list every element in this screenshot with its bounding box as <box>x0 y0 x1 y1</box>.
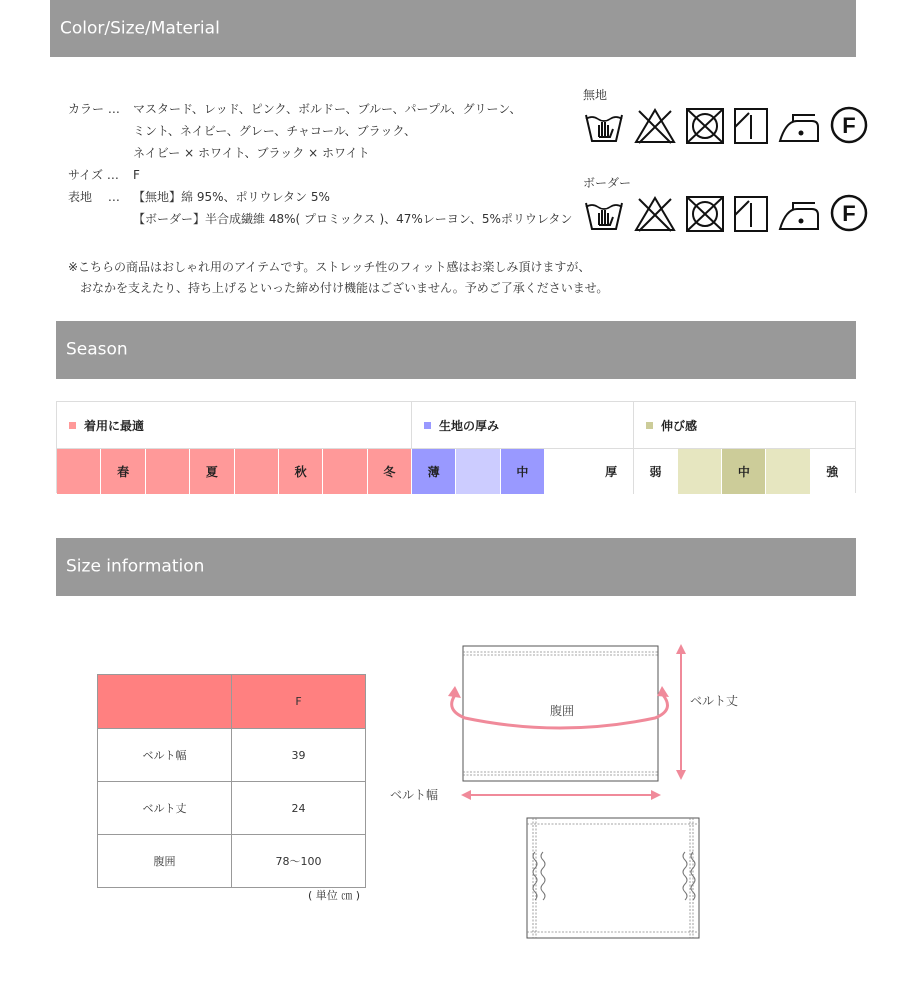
dry-clean-f-icon <box>829 105 869 145</box>
waist-label: 腹囲 <box>549 704 575 718</box>
table-cell: F <box>232 675 366 729</box>
thickness-header <box>412 402 634 448</box>
care-icons-plain <box>583 105 869 145</box>
thickness-cell: 厚 <box>589 449 633 494</box>
wear-cell <box>235 449 279 494</box>
length-label: ベルト丈 <box>690 694 739 708</box>
dry-clean-letter: F <box>842 201 856 226</box>
stretch-cell <box>766 449 810 494</box>
table-row <box>98 675 366 729</box>
line-dry-shade-icon <box>733 107 769 145</box>
stretch-cell: 弱 <box>634 449 678 494</box>
dry-clean-f-icon <box>829 193 869 233</box>
wear-cell <box>146 449 190 494</box>
season-cells <box>57 448 855 494</box>
table-cell: ベルト丈 <box>98 782 232 835</box>
stretch-cell <box>678 449 722 494</box>
iron-low-icon <box>777 107 821 145</box>
width-arrow <box>461 790 661 800</box>
fabric-line: 【ボーダー】半合成繊維 48%( プロミックス )、47%レーヨン、5%ポリウレタン <box>133 212 573 226</box>
stretch-header <box>634 402 855 448</box>
section-header-season <box>56 321 856 379</box>
stretch-title: 伸び感 <box>661 418 698 433</box>
fabric-label: 表地 … <box>68 190 120 204</box>
iron-low-icon <box>777 195 821 233</box>
no-tumble-dry-icon <box>685 107 725 145</box>
care-icons-border <box>583 193 869 233</box>
color-line: ネイビー × ホワイト、ブラック × ホワイト <box>133 146 370 160</box>
section-header-size <box>56 538 856 596</box>
stretch-cell: 強 <box>811 449 855 494</box>
hand-wash-icon <box>583 195 625 233</box>
season-table <box>56 401 856 493</box>
wear-cell: 春 <box>101 449 145 494</box>
wear-cell: 秋 <box>279 449 323 494</box>
color-line: ミント、ネイビー、グレー、チャコール、ブラック、 <box>133 124 416 138</box>
fabric-line: 【無地】綿 95%、ポリウレタン 5% <box>133 190 330 204</box>
table-cell: 78～100 <box>232 835 366 888</box>
table-cell: ベルト幅 <box>98 729 232 782</box>
wear-marker <box>69 422 76 429</box>
thickness-cell: 中 <box>501 449 545 494</box>
table-row <box>98 782 366 835</box>
table-cell: 腹囲 <box>98 835 232 888</box>
section-header-color <box>50 0 856 57</box>
size-value: F <box>133 168 140 182</box>
thickness-cell <box>545 449 589 494</box>
table-row <box>98 835 366 888</box>
wear-cell: 冬 <box>368 449 412 494</box>
no-bleach-icon <box>633 107 677 145</box>
no-tumble-dry-icon <box>685 195 725 233</box>
line-dry-shade-icon <box>733 195 769 233</box>
table-cell <box>98 675 232 729</box>
belt-back-view <box>527 818 699 938</box>
table-cell: 24 <box>232 782 366 835</box>
stretch-cell: 中 <box>722 449 766 494</box>
thickness-cell: 薄 <box>412 449 456 494</box>
section-title: Size information <box>66 556 205 577</box>
size-diagram <box>385 630 765 950</box>
no-bleach-icon <box>633 195 677 233</box>
care-border-label: ボーダー <box>583 176 632 190</box>
wear-title: 着用に最適 <box>84 418 145 433</box>
note-line: ※こちらの商品はおしゃれ用のアイテムです。ストレッチ性のフィット感はお楽しみ頂けますが、 <box>68 260 591 274</box>
size-label: サイズ … <box>68 168 119 182</box>
product-note <box>68 257 608 299</box>
color-line: マスタード、レッド、ピンク、ボルドー、ブルー、パープル、グリーン、 <box>133 102 522 116</box>
stretch-marker <box>646 422 653 429</box>
table-cell: 39 <box>232 729 366 782</box>
wear-cell: 夏 <box>190 449 234 494</box>
size-table <box>97 674 366 888</box>
thickness-marker <box>424 422 431 429</box>
table-row <box>98 729 366 782</box>
color-label: カラー … <box>68 102 120 116</box>
wear-cell <box>323 449 367 494</box>
wear-header <box>57 402 412 448</box>
width-label: ベルト幅 <box>390 788 439 802</box>
unit-note: ( 単位 ㎝ ) <box>308 889 361 902</box>
section-title: Color/Size/Material <box>60 18 220 38</box>
section-title: Season <box>66 339 128 360</box>
care-plain-label: 無地 <box>583 88 608 102</box>
dry-clean-letter: F <box>842 113 856 138</box>
hand-wash-icon <box>583 107 625 145</box>
note-line: おなかを支えたり、持ち上げるといった締め付け機能はございません。予めご了承くださいませ。 <box>68 281 609 295</box>
thickness-cell <box>456 449 500 494</box>
length-arrow <box>676 644 686 780</box>
wear-cell <box>57 449 101 494</box>
thickness-title: 生地の厚み <box>439 418 500 433</box>
